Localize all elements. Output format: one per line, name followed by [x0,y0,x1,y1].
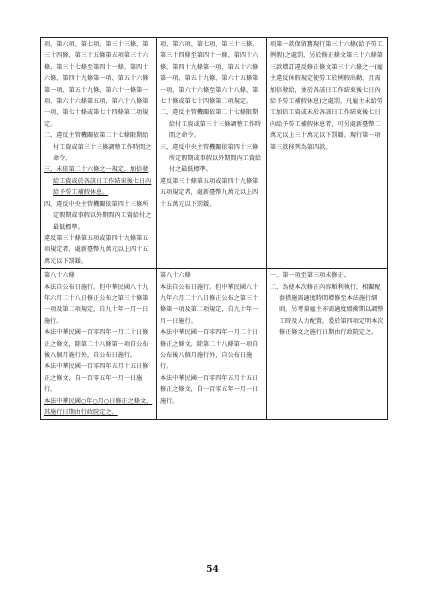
clause-paragraph: 本法自公布日施行。但中華民國八十九年六月二十八日修正公布之第三十條第一項及第二項規定，自九十年一月一日施行。 [44,283,149,325]
clause-paragraph: 違反第三十條第五項或第四十九條第五項規定者，處新臺幣九萬元以上四十五萬元以下罰鍰。 [44,234,149,265]
clause-paragraph: 項、第六項、第七項、第三十三條、第三十四條至第四十一條、第四十六條、第四十九條第一項、第五十六條第一項、第五十九條、第六十五條第一項、第六十六條至第六十八條、第七十條或第七十四條第二項規定。 [160,41,259,106]
clause-paragraph: 本法中華民國一百零四年五月十五日修正之條文，自一百零五年一月一日施行。 [44,363,149,394]
article-heading: 第八十六條 [160,272,191,280]
clause-item: 四、違反中央主管機關依第四十三條所定假期或事假以外期間內工資給付之最低標準。 [44,200,152,231]
clause-item-amended: 三、未依第二十六條之一規定，加倍發給工資或於各該日工作結束後七日內給予勞工補假休息。 [44,166,152,197]
clause-paragraph: 本法中華民國一百零四年五月十五日修正之條文，自一百零五年一月一日施行。 [160,374,259,405]
explanation-item: 一、第一項至第三項未修正。 [270,272,350,280]
proposed-article-cell [41,269,157,420]
explanation-item: 二、為使本次修正內容順利執行，相關配套措施需適度時間增修至本法施行細則，另考量雇主亦需適度緩衝期以調整工時及人力配置，爰於第四項定明本次修正條文之施行日期由行政院定之。 [270,283,384,337]
clause-paragraph: 本法自公布日施行。但中華民國八十九年六月二十八日修正公布之第三十條第一項及第二項規定，自九十年一月一日施行。 [160,283,259,325]
table-row [41,269,388,420]
explanation-text: 項第一款保留舊現行第三十六條(給予勞工例假)之處罰，另於修正條文第三十六條第三款增訂違反修正條文第三十六條之一(雇主違反休假規定使勞工於例假出勤，且需加倍發給，並於各該日工作結束後七日內給予勞工補假休息)之處罰。凡雇主未給勞工加倍工資或未於各該日工作結束後七日內給予勞工補假休息者，可另處新臺幣二萬元以上三十萬元以下罰鍰。現行第一項第三款移列為第四款。 [270,41,384,151]
clause-paragraph-amended: 本法中華民國○年○月○日修正之條文，其施行日期由行政院定之。 [44,397,153,416]
table-row [41,38,388,269]
page-number: 54 [206,565,219,575]
clause-item: 二、違反主管機關依第二十七條限期給付工資或第三十三條調整工作時間之命令。 [160,109,262,140]
proposed-article-cell [41,38,157,269]
clause-paragraph: 項、第六項、第七項、第三十三條、第三十四條、第三十五條第五項第三十六條、第三十七條至第四十一條、第四十六條、第四十九條第一項、第五十六條第一項、第五十九條、第六十一條第一項、第六十六條第五項、第六十八條第一項、第七十條或第七十四條第二項規定。 [44,41,149,128]
clause-item: 三、違反中央主管機關依第四十三條所定假期或事假以外期間內工資給付之最低標準。 [160,143,262,174]
current-article-cell [157,38,267,269]
comparison-table [40,37,388,420]
current-article-cell [157,269,267,420]
clause-paragraph: 本法中華民國一百零四年一月二十日修正之條文，除第二十八條第一項自公布後八個月施行外，自公布日施行。 [160,329,259,371]
clause-paragraph: 本法中華民國一百零四年一月二十日修正之條文，除第二十八條第一項自公布後八個月施行外，自公布日施行。 [44,329,149,359]
article-heading: 第八十六條 [44,272,75,280]
clause-paragraph: 違反第三十條第五項或第四十九條第五項規定者，處新臺幣九萬元以上四十五萬元以下罰鍰。 [160,177,259,208]
explanation-cell [267,38,388,269]
explanation-cell [267,269,388,420]
clause-item: 二、違反主管機關依第二十七條限期給付工資或第三十三條調整工作時間之命令。 [44,132,152,163]
